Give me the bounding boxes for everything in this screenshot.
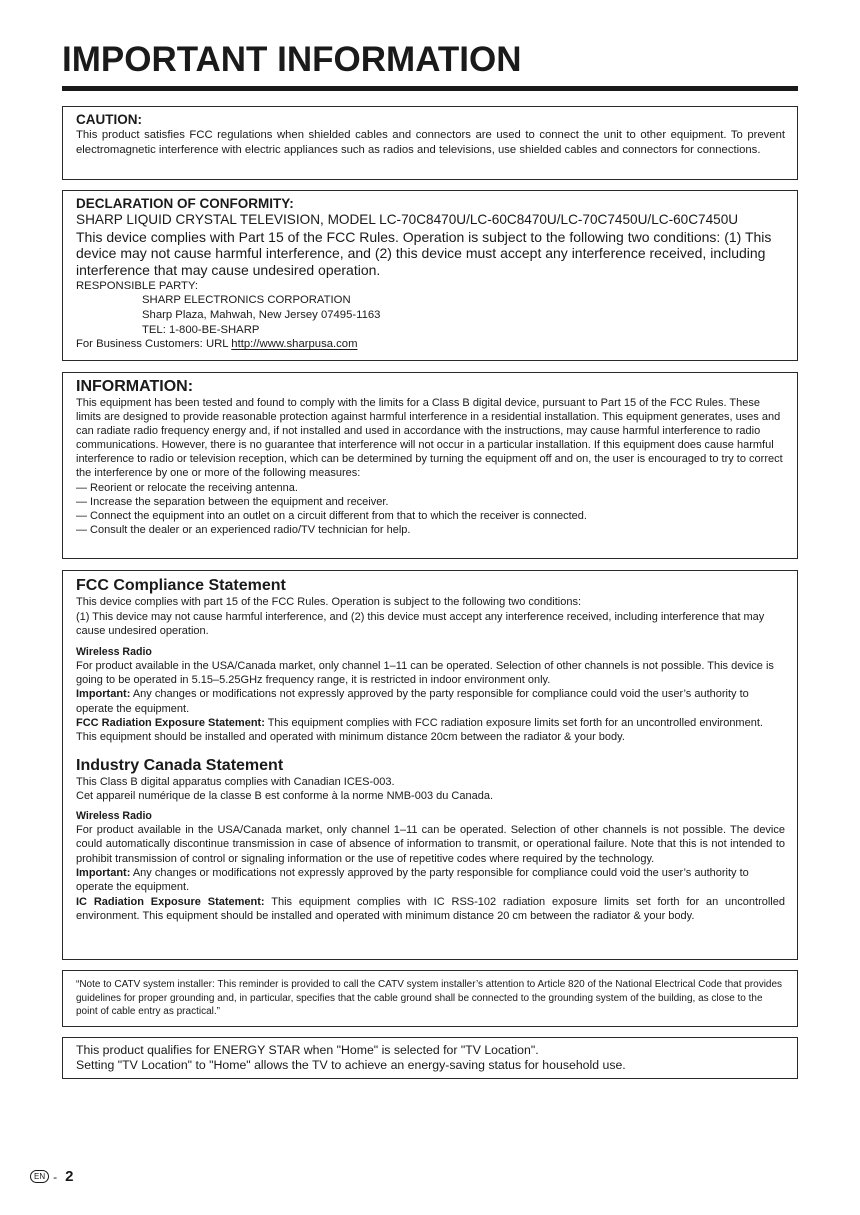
declaration-heading: DECLARATION OF CONFORMITY: bbox=[76, 196, 294, 211]
canada-heading: Industry Canada Statement bbox=[76, 756, 284, 774]
declaration-model-line: SHARP LIQUID CRYSTAL TELEVISION, MODEL LC-70C8470U/LC-60C8470U/LC-70C7450U/LC-60C7450U bbox=[76, 212, 739, 227]
catv-note-text: “Note to CATV system installer: This reminder is provided to call the CATV system installer’s attention to Article 820 of the National Electrical Code that provides guidelines for proper grounding and, in particular, specifies that the cable ground shall be connected to the grounding system of the building, as close to the point of cable entry as practical.” bbox=[76, 979, 783, 1018]
business-customers-line bbox=[76, 337, 785, 352]
fcc-important-label: Important: bbox=[76, 688, 131, 701]
fcc-line1: This device complies with part 15 of the FCC Rules. Operation is subject to the following two conditions: bbox=[76, 596, 582, 608]
information-box bbox=[62, 372, 798, 559]
measure-item: — Increase the separation between the equipment and receiver. bbox=[76, 495, 389, 508]
language-badge: EN bbox=[30, 1170, 49, 1183]
responsible-party-tel: TEL: 1-800-BE-SHARP bbox=[142, 323, 260, 336]
canada-radiation-label: IC Radiation Exposure Statement: bbox=[76, 895, 265, 908]
catv-note-box bbox=[62, 970, 798, 1027]
responsible-party-address: Sharp Plaza, Mahwah, New Jersey 07495-1163 bbox=[142, 309, 381, 321]
declaration-statement: This device complies with Part 15 of the FCC Rules. Operation is subject to the following two conditions: (1) This device may not cause harmful interference, and (2) this device must accept any interference received, including interference that may cause undesired operation. bbox=[76, 228, 772, 279]
canada-radiation bbox=[76, 895, 785, 924]
energy-line2: Setting "TV Location" to "Home" allows the TV to achieve an energy-saving status for household use. bbox=[76, 1058, 626, 1072]
page-footer bbox=[30, 1168, 73, 1185]
measure-item: — Connect the equipment into an outlet on a circuit different from that to which the receiver is connected. bbox=[76, 509, 587, 522]
responsible-party-name: SHARP ELECTRONICS CORPORATION bbox=[142, 294, 351, 307]
canada-radiation-text: This equipment complies with IC RSS-102 radiation exposure limits set forth for an uncontrolled environment. This equipment should be installed and operated with minimum distance 20 cm between the radiator & your body. bbox=[76, 895, 785, 922]
fcc-radiation-label: FCC Radiation Exposure Statement: bbox=[76, 716, 265, 729]
canada-important bbox=[76, 866, 785, 895]
canada-line2: Cet appareil numérique de la classe B est conforme à la norme NMB-003 du Canada. bbox=[76, 789, 494, 802]
fcc-radiation-text: This equipment complies with FCC radiation exposure limits set forth for an uncontrolled environment. This equipment should be installed and operated with minimum distance 20cm between the radiator & your body. bbox=[76, 716, 763, 744]
information-text: This equipment has been tested and found to comply with the limits for a Class B digital device, pursuant to Part 15 of the FCC Rules. These limits are designed to provide reasonable protection against harmful interference in a residential installation. This equipment generates, uses and can radiate radio frequency energy and, if not installed and used in accordance with the instructions, may cause harmful interference to radio communications. However, there is no guarantee that interference will not occur in a particular installation. If this equipment does cause harmful interference to radio or television reception, which can be determined by turning the equipment off and on, the user is encouraged to try to correct the interference by one or more of the following measures: bbox=[76, 397, 783, 480]
declaration-box bbox=[62, 190, 798, 361]
title-rule bbox=[62, 86, 798, 91]
energy-line1: This product qualifies for ENERGY STAR when "Home" is selected for "TV Location". bbox=[76, 1043, 539, 1057]
business-prefix: For Business Customers: URL bbox=[76, 338, 232, 351]
fcc-wireless-heading: Wireless Radio bbox=[76, 645, 152, 658]
canada-wireless-heading: Wireless Radio bbox=[76, 810, 152, 823]
fcc-radiation bbox=[76, 716, 785, 745]
business-url-link[interactable]: http://www.sharpusa.com bbox=[231, 338, 358, 351]
responsible-party-label: RESPONSIBLE PARTY: bbox=[76, 279, 199, 292]
canada-important-label: Important: bbox=[76, 867, 131, 880]
information-heading: INFORMATION: bbox=[76, 378, 194, 395]
fcc-wireless-text: For product available in the USA/Canada market, only channel 1–11 can be operated. Selection of other channels is not possible. This device is going to be operated in 5.15–5.25GHz frequency range, it is restricted in indoor environment only. bbox=[76, 659, 774, 687]
caution-text: This product satisfies FCC regulations when shielded cables and connectors are used to connect the unit to other equipment. To prevent electromagnetic interference with electric appliances such as radios and televisions, use shielded cables and connectors for connections. bbox=[76, 129, 785, 156]
fcc-heading: FCC Compliance Statement bbox=[76, 577, 286, 594]
page-title: IMPORTANT INFORMATION bbox=[62, 40, 522, 79]
energy-star-box bbox=[62, 1037, 798, 1079]
canada-important-text: Any changes or modifications not expressly approved by the party responsible for compliance could void the user’s authority to operate the equipment. bbox=[76, 867, 749, 894]
footer-separator: - bbox=[53, 1169, 58, 1184]
compliance-box bbox=[62, 570, 798, 960]
measure-item: — Consult the dealer or an experienced radio/TV technician for help. bbox=[76, 523, 411, 536]
fcc-important-text: Any changes or modifications not expressly approved by the party responsible for compliance could void the user’s authority to operate the equipment. bbox=[76, 688, 749, 715]
fcc-line2: (1) This device may not cause harmful interference, and (2) this device must accept any interference received, including interference that may cause undesired operation. bbox=[76, 610, 765, 638]
page-number: 2 bbox=[65, 1168, 74, 1185]
fcc-important bbox=[76, 687, 785, 716]
caution-heading: CAUTION: bbox=[76, 112, 142, 127]
caution-box bbox=[62, 106, 798, 180]
measure-item: — Reorient or relocate the receiving antenna. bbox=[76, 481, 298, 494]
canada-wireless-text: For product available in the USA/Canada market, only channel 1–11 can be operated. Selection of other channels is not possible. The device could automatically discontinue transmission in case of absence of information to transmit, or operational failure. Note that this is not intended to prohibit transmission of control or signaling information or the use of repetitive codes where required by the technology. bbox=[76, 824, 785, 865]
canada-line1: This Class B digital apparatus complies with Canadian ICES-003. bbox=[76, 775, 395, 788]
